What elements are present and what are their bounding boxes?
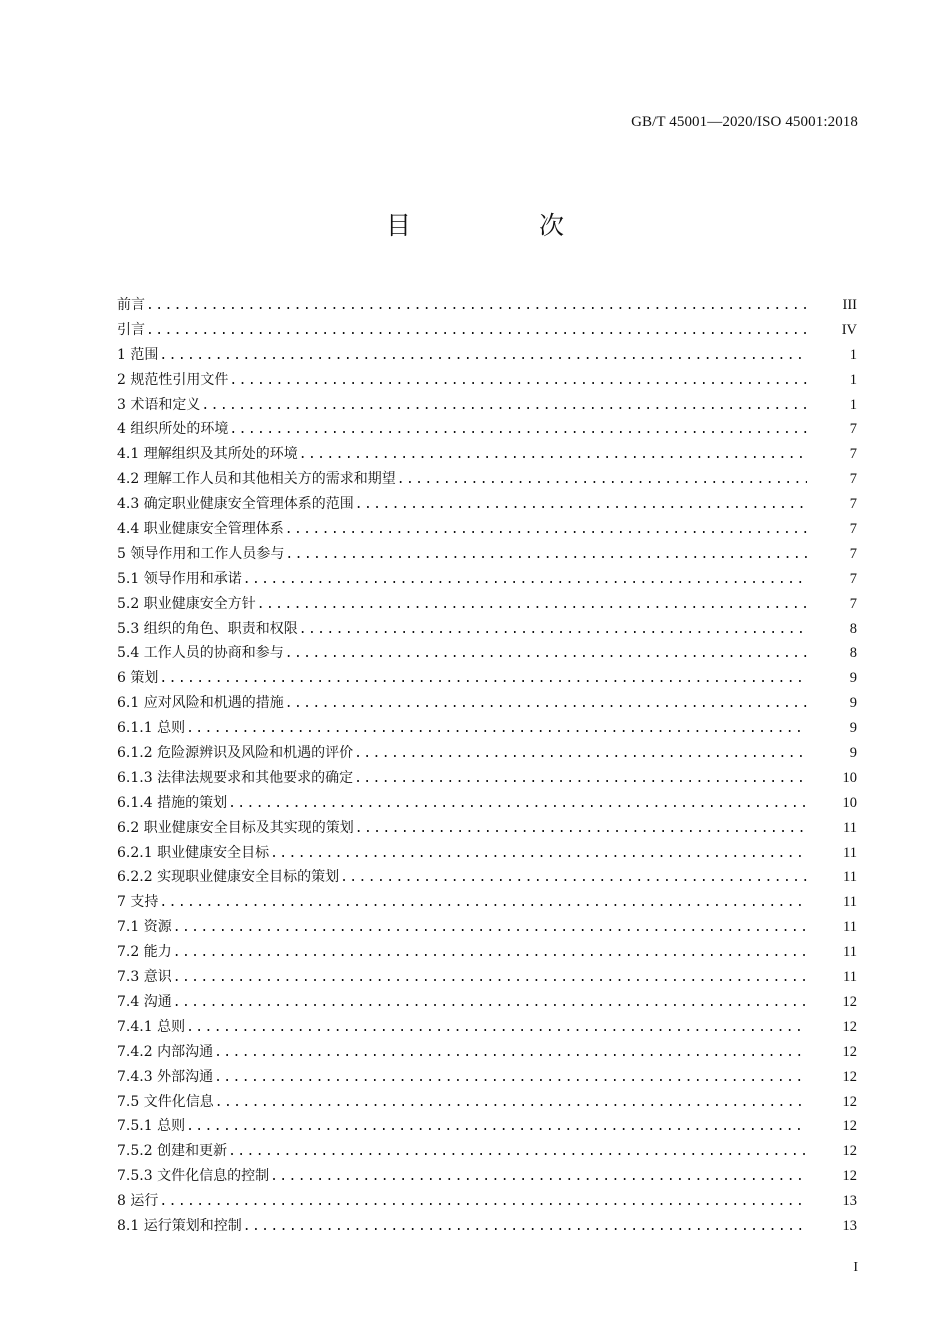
- toc-entry-label: 6.1.4 措施的策划: [117, 794, 228, 811]
- toc-leader-dots: [257, 597, 807, 612]
- toc-entry[interactable]: [117, 692, 857, 717]
- toc-entry-page: 12: [842, 1168, 857, 1185]
- toc-entry[interactable]: [117, 1115, 857, 1140]
- toc-leader-dots: [215, 1095, 807, 1110]
- toc-leader-dots: [214, 1070, 807, 1085]
- toc-entry-label: 4 组织所处的环境: [117, 421, 229, 438]
- toc-entry-label: 7.2 能力: [117, 944, 172, 961]
- toc-entry-label: 5.1 领导作用和承诺: [117, 570, 242, 587]
- toc-entry-label: 7.5.2 创建和更新: [117, 1143, 228, 1160]
- toc-entry-label: 6.1.3 法律法规要求和其他要求的确定: [117, 769, 354, 786]
- toc-leader-dots: [285, 547, 807, 562]
- toc-entry-page: 9: [849, 670, 857, 687]
- toc-entry-page: III: [842, 297, 857, 313]
- toc-entry[interactable]: [117, 991, 857, 1016]
- toc-entry-page: IV: [841, 321, 857, 338]
- toc-leader-dots: [243, 572, 807, 587]
- toc-entry-label: 5.4 工作人员的协商和参与: [117, 645, 284, 662]
- toc-entry-page: 11: [843, 844, 857, 861]
- toc-entry-label: 4.2 理解工作人员和其他相关方的需求和期望: [117, 471, 396, 488]
- toc-leader-dots: [299, 447, 807, 462]
- toc-leader-dots: [270, 846, 807, 861]
- toc-leader-dots: [159, 348, 807, 363]
- toc-leader-dots: [146, 298, 807, 313]
- toc-entry[interactable]: [117, 568, 857, 593]
- toc-title: 目 次: [386, 211, 624, 240]
- toc-entry-label: 6.1.1 总则: [117, 720, 186, 737]
- toc-entry-page: 11: [843, 969, 857, 986]
- toc-entry-page: 1: [849, 346, 857, 363]
- toc-entry-page: 12: [842, 1093, 857, 1110]
- toc-leader-dots: [173, 945, 807, 960]
- toc-entry[interactable]: [117, 742, 857, 767]
- toc-leader-dots: [201, 398, 807, 413]
- toc-entry-page: 13: [842, 1217, 857, 1234]
- toc-entry[interactable]: [117, 767, 857, 792]
- toc-entry-label: 7.5.3 文件化信息的控制: [117, 1168, 270, 1185]
- toc-entry[interactable]: [117, 1016, 857, 1041]
- toc-entry[interactable]: [117, 493, 857, 518]
- toc-entry-page: 12: [842, 1068, 857, 1085]
- page-number: I: [853, 1260, 858, 1275]
- toc-leader-dots: [354, 746, 807, 761]
- toc-entry-label: 7.4.1 总则: [117, 1018, 186, 1035]
- toc-entry-label: 7.5.1 总则: [117, 1118, 186, 1135]
- toc-leader-dots: [228, 1144, 807, 1159]
- toc-entry-label: 6.1.2 危险源辨识及风险和机遇的评价: [117, 745, 354, 762]
- toc-entry-page: 7: [849, 521, 857, 538]
- toc-entry-label: 7.1 资源: [117, 919, 172, 936]
- toc-entry-label: 6.2.1 职业健康安全目标: [117, 844, 270, 861]
- toc-entry[interactable]: [117, 468, 857, 493]
- toc-entry-page: 11: [843, 819, 857, 836]
- toc-entry[interactable]: [117, 1190, 857, 1215]
- toc-entry-page: 7: [849, 545, 857, 562]
- toc-leader-dots: [186, 1119, 807, 1134]
- toc-entry-label: 2 规范性引用文件: [117, 371, 229, 388]
- toc-entry-page: 7: [849, 570, 857, 587]
- toc-entry-label: 6 策划: [117, 670, 159, 687]
- toc-entry-page: 7: [849, 595, 857, 612]
- toc-entry-label: 6.2 职业健康安全目标及其实现的策划: [117, 819, 354, 836]
- toc-entry-label: 3 术语和定义: [117, 396, 201, 413]
- toc-entry-label: 8.1 运行策划和控制: [117, 1217, 242, 1234]
- toc-entry[interactable]: [117, 518, 857, 543]
- toc-leader-dots: [159, 671, 807, 686]
- toc-entry[interactable]: [117, 1041, 857, 1066]
- toc-entry[interactable]: [117, 966, 857, 991]
- toc-entry[interactable]: [117, 642, 857, 667]
- toc-entry-page: 11: [843, 869, 857, 886]
- toc-leader-dots: [228, 796, 807, 811]
- toc-entry-label: 7.4 沟通: [117, 993, 172, 1010]
- toc-entry[interactable]: [117, 394, 857, 419]
- toc-entry[interactable]: [117, 1215, 857, 1240]
- toc-entry[interactable]: [117, 543, 857, 568]
- toc-leader-dots: [355, 497, 807, 512]
- toc-leader-dots: [270, 1169, 807, 1184]
- toc-entry-page: 7: [849, 446, 857, 463]
- toc-entry[interactable]: [117, 1140, 857, 1165]
- toc-leader-dots: [229, 373, 807, 388]
- toc-entry-label: 7 支持: [117, 894, 159, 911]
- toc-entry[interactable]: [117, 344, 857, 369]
- toc-leader-dots: [186, 721, 807, 736]
- toc-leader-dots: [173, 920, 807, 935]
- toc-leader-dots: [243, 1219, 807, 1234]
- toc-entry[interactable]: [117, 891, 857, 916]
- toc-entry-label: 前言: [117, 297, 145, 313]
- toc-entry[interactable]: [117, 941, 857, 966]
- toc-entry-label: 4.1 理解组织及其所处的环境: [117, 446, 298, 463]
- toc-leader-dots: [159, 1194, 807, 1209]
- toc-leader-dots: [285, 646, 807, 661]
- toc-leader-dots: [229, 422, 807, 437]
- toc-leader-dots: [146, 323, 807, 338]
- toc-leader-dots: [397, 472, 807, 487]
- toc-entry-page: 1: [849, 371, 857, 388]
- toc-entry-label: 引言: [117, 321, 145, 338]
- toc-entry-label: 5.2 职业健康安全方针: [117, 595, 256, 612]
- toc-entry[interactable]: [117, 443, 857, 468]
- toc-entry-page: 12: [842, 1043, 857, 1060]
- toc-entry[interactable]: [117, 1066, 857, 1091]
- toc-entry-page: 9: [849, 720, 857, 737]
- toc-entry-page: 11: [843, 919, 857, 936]
- toc-entry[interactable]: [117, 618, 857, 643]
- toc-entry-label: 7.5 文件化信息: [117, 1093, 214, 1110]
- toc-entry-page: 9: [849, 695, 857, 712]
- toc-entry-page: 12: [842, 1118, 857, 1135]
- toc-leader-dots: [285, 696, 807, 711]
- toc-entry[interactable]: [117, 717, 857, 742]
- toc-entry-label: 4.3 确定职业健康安全管理体系的范围: [117, 496, 354, 513]
- toc-entry-page: 8: [849, 645, 857, 662]
- toc-leader-dots: [173, 995, 807, 1010]
- toc-entry[interactable]: [117, 294, 857, 319]
- toc-entry-page: 10: [842, 769, 857, 786]
- toc-entry-page: 9: [849, 745, 857, 762]
- toc-entry-page: 7: [849, 471, 857, 488]
- toc-leader-dots: [340, 870, 807, 885]
- toc-leader-dots: [355, 821, 807, 836]
- toc-leader-dots: [173, 970, 807, 985]
- toc-entry-page: 8: [849, 620, 857, 637]
- toc-entry-page: 7: [849, 496, 857, 513]
- toc-leader-dots: [299, 622, 807, 637]
- toc-entry[interactable]: [117, 817, 857, 842]
- toc-entry[interactable]: [117, 319, 857, 344]
- toc-entry-page: 12: [842, 1018, 857, 1035]
- toc-entry-label: 7.4.2 内部沟通: [117, 1043, 214, 1060]
- toc-entry[interactable]: [117, 792, 857, 817]
- toc-entry-label: 7.4.3 外部沟通: [117, 1068, 214, 1085]
- toc-entry-page: 12: [842, 993, 857, 1010]
- toc-entry[interactable]: [117, 667, 857, 692]
- toc-entry[interactable]: [117, 1165, 857, 1190]
- table-of-contents: [117, 294, 857, 1240]
- toc-entry-label: 5.3 组织的角色、职责和权限: [117, 620, 298, 637]
- toc-entry-label: 7.3 意识: [117, 969, 172, 986]
- toc-entry-page: 11: [843, 894, 857, 911]
- toc-entry-label: 4.4 职业健康安全管理体系: [117, 521, 284, 538]
- toc-leader-dots: [159, 895, 807, 910]
- toc-entry[interactable]: [117, 593, 857, 618]
- toc-entry-label: 6.2.2 实现职业健康安全目标的策划: [117, 869, 340, 886]
- toc-leader-dots: [214, 1045, 807, 1060]
- toc-leader-dots: [285, 522, 807, 537]
- toc-entry[interactable]: [117, 866, 857, 891]
- standard-code: GB/T 45001—2020/ISO 45001:2018: [631, 114, 858, 130]
- toc-entry-label: 1 范围: [117, 346, 159, 363]
- toc-entry-page: 12: [842, 1143, 857, 1160]
- toc-entry[interactable]: [117, 369, 857, 394]
- toc-entry[interactable]: [117, 916, 857, 941]
- toc-entry-page: 7: [849, 421, 857, 438]
- toc-entry-page: 1: [849, 396, 857, 413]
- toc-entry[interactable]: [117, 842, 857, 867]
- toc-leader-dots: [186, 1020, 807, 1035]
- toc-leader-dots: [354, 771, 807, 786]
- toc-entry-label: 6.1 应对风险和机遇的措施: [117, 695, 284, 712]
- toc-entry-page: 13: [842, 1193, 857, 1210]
- toc-entry[interactable]: [117, 1091, 857, 1116]
- toc-entry[interactable]: [117, 418, 857, 443]
- toc-entry-page: 11: [843, 944, 857, 961]
- toc-entry-label: 8 运行: [117, 1193, 159, 1210]
- toc-entry-page: 10: [842, 794, 857, 811]
- toc-entry-label: 5 领导作用和工作人员参与: [117, 545, 285, 562]
